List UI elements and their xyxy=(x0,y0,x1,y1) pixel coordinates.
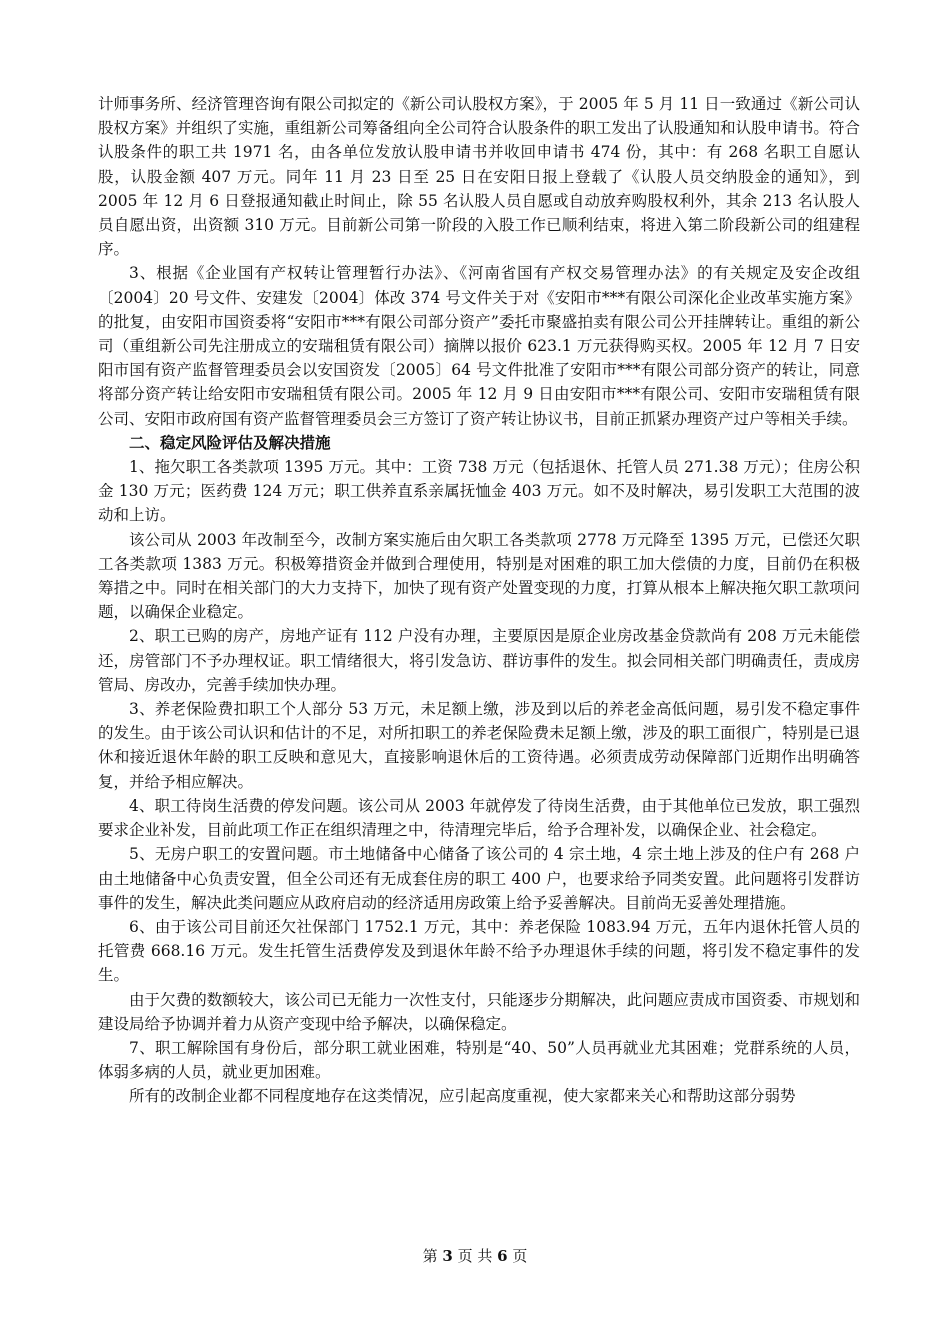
paragraph: 该公司从 2003 年改制至今，改制方案实施后由欠职工各类款项 2778 万元降至 1395 万元，已偿还欠职工各类款项 1383 万元。积极筹措资金并做到合理使用，特别是对困难的职工加大偿债的力度，目前仍在积极筹措之中。同时在相关部门的大力支持下，加快了现有资产处置变现的力度，打算从根本上解决拖欠职工款项问题，以确保企业稳定。 xyxy=(98,530,860,622)
page-total: 6 xyxy=(497,1247,508,1265)
paragraph-item-4: 4、职工待岗生活费的停发问题。该公司从 2003 年就停发了待岗生活费，由于其他单位已发放，职工强烈要求企业补发，目前此项工作正在组织清理之中，待清理完毕后，给予合理补发，以确保企业、社会稳定。 xyxy=(98,796,860,840)
paragraph-item-5: 5、无房户职工的安置问题。市土地储备中心储备了该公司的 4 宗土地，4 宗土地上涉及的住户有 268 户由土地储备中心负责安置，但全公司还有无成套住房的职工 400 户，也要求给予同类安置。此问题将引发群访事件的发生，解决此类问题应从政府启动的经济适用房政策上给予妥善解决。目前尚无妥善处理措施。 xyxy=(98,845,860,912)
paragraph-item-3b: 3、养老保险费扣职工个人部分 53 万元，未足额上缴，涉及到以后的养老金高低问题，易引发不稳定事件的发生。由于该公司认识和估计的不足，对所扣职工的养老保险费未足额上缴，涉及的职工面很广，特别是已退休和接近退休年龄的职工反映和意见大，直接影响退休后的工资待遇。必须责成劳动保障部门近期作出明确答复，并给予相应解决。 xyxy=(98,700,860,791)
paragraph-item-2: 2、职工已购的房产，房地产证有 112 户没有办理，主要原因是原企业房改基金贷款尚有 208 万元未能偿还，房管部门不予办理权证。职工情绪很大，将引发急访、群访事件的发生。拟会同相关部门明确责任，责成房管局、房改办，完善手续加快办理。 xyxy=(98,627,860,694)
paragraph-item-3: 3、根据《企业国有产权转让管理暂行办法》、《河南省国有产权交易管理办法》的有关规定及安企改组〔2004〕20 号文件、安建发〔2004〕体改 374 号文件关于对《安阳市***有限公司深化企业改革实施方案》的批复，由安阳市国资委将“安阳市***有限公司部分资产”委托市聚盛拍卖有限公司公开挂牌转让。重组的新公司（重组新公司先注册成立的安瑞租赁有限公司）摘牌以报价 623.1 万元获得购买权。2005 年 12 月 7 日安阳市国有资产监督管理委员会以安国资发〔2005〕64 号文件批准了安阳市***有限公司部分资产的转让，同意将部分资产转让给安阳市安瑞租赁有限公司。2005 年 12 月 9 日由安阳市***有限公司、安阳市安瑞租赁有限公司、安阳市政府国有资产监督管理委员会三方签订了资产转让协议书，目前正抓紧办理资产过户等相关手续。 xyxy=(98,264,860,428)
paragraph-item-6: 6、由于该公司目前还欠社保部门 1752.1 万元，其中：养老保险 1083.94 万元，五年内退休托管人员的托管费 668.16 万元。发生托管生活费停发及到退休年龄不给予办理退休手续的问题，将引发不稳定事件的发生。 xyxy=(98,917,860,985)
footer-suffix: 页 xyxy=(512,1247,528,1265)
paragraph-continued: 计师事务所、经济管理咨询有限公司拟定的《新公司认股权方案》，于 2005 年 5 月 11 日一致通过《新公司认股权方案》并组织了实施，重组新公司筹备组向全公司符合认股条件的职工发出了认股通知和认股申请书。符合认股条件的职工共 1971 名，由各单位发放认股申请书并收回申请书 474 份，其中：有 268 名职工自愿认股，认股金额 407 万元。同年 11 月 23 日至 25 日在安阳日报上登载了《认股人员交纳股金的通知》，到 2005 年 12 月 6 日登报通知截止时间止，除 55 名认股人员自愿或自动放弃购股权利外，其余 213 名认股人员自愿出资，出资额 310 万元。目前新公司第一阶段的入股工作已顺利结束，将进入第二阶段新公司的组建程序。 xyxy=(98,95,860,259)
footer-prefix: 第 xyxy=(422,1247,438,1265)
paragraph: 由于欠费的数额较大，该公司已无能力一次性支付，只能逐步分期解决，此问题应责成市国资委、市规划和建设局给予协调并着力从资产变现中给予解决，以确保稳定。 xyxy=(98,990,860,1033)
footer-mid: 页 共 xyxy=(457,1247,493,1265)
paragraph-item-1: 1、拖欠职工各类款项 1395 万元。其中：工资 738 万元（包括退休、托管人员 271.38 万元）；住房公积金 130 万元；医药费 124 万元；职工供养直系亲属抚恤金 403 万元。如不及时解决，易引发职工大范围的波动和上访。 xyxy=(98,458,860,525)
document-body xyxy=(98,92,860,1109)
paragraph: 所有的改制企业都不同程度地存在这类情况，应引起高度重视，使大家都来关心和帮助这部分弱势 xyxy=(129,1087,796,1106)
page-footer xyxy=(0,1245,950,1266)
page-number: 3 xyxy=(442,1247,453,1265)
paragraph-item-7: 7、职工解除国有身份后，部分职工就业困难，特别是“40、50”人员再就业尤其困难；党群系统的人员，体弱多病的人员，就业更加困难。 xyxy=(98,1038,860,1082)
section-heading: 二、稳定风险评估及解决措施 xyxy=(129,433,331,452)
